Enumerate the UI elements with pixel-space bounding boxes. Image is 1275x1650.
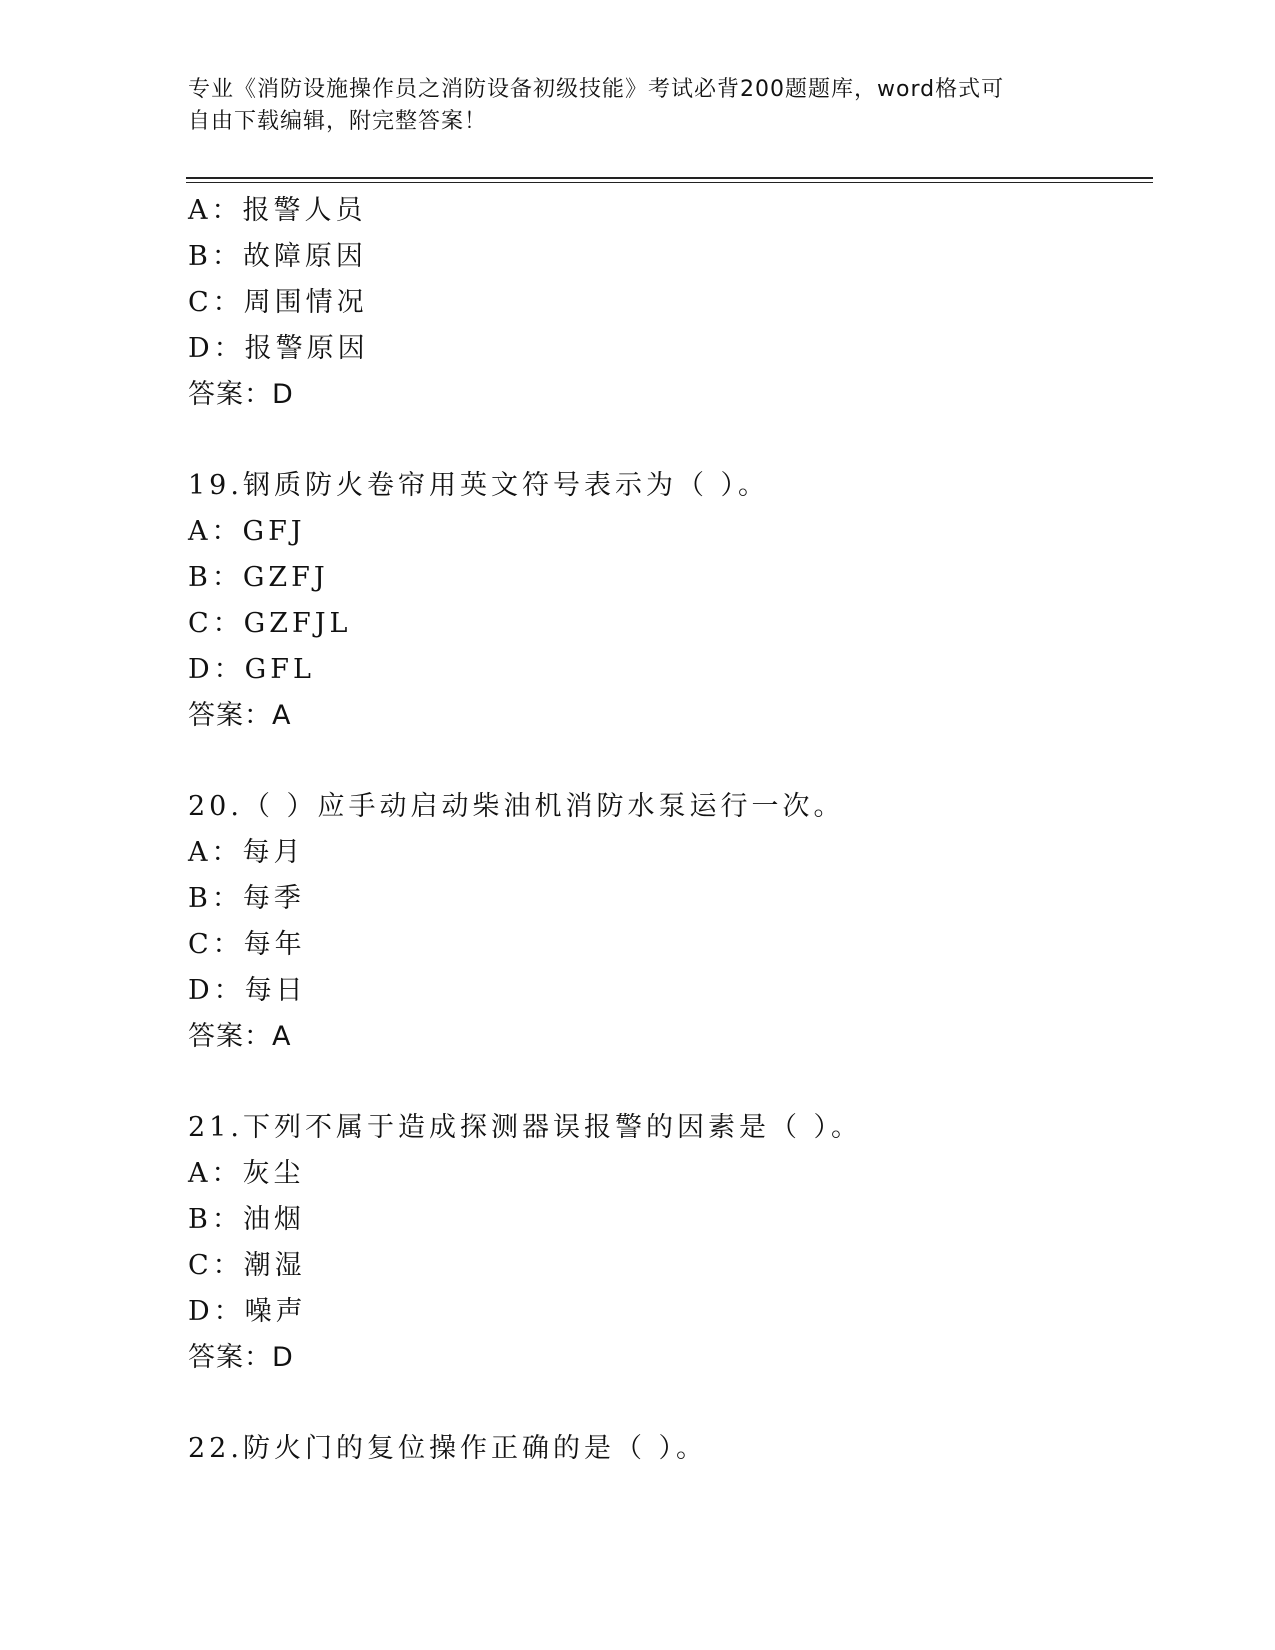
header-line-2: 自由下载编辑，附完整答案！ [188, 109, 488, 134]
question-block-21 [188, 1105, 1148, 1381]
option-c: C：每年 [188, 929, 306, 960]
option-c: C：周围情况 [188, 287, 368, 318]
option-a: A：报警人员 [188, 195, 367, 226]
question-block-20 [188, 784, 1148, 1060]
option-a: A：灰尘 [188, 1158, 305, 1189]
question-gap [188, 1060, 1148, 1105]
document-header [188, 74, 1068, 138]
option-d: D：噪声 [188, 1296, 307, 1327]
option-b: B：每季 [188, 883, 305, 914]
option-c: C：GZFJL [188, 608, 352, 639]
option-b: B：油烟 [188, 1204, 305, 1235]
option-d: D：每日 [188, 975, 307, 1006]
question-stem: 22.防火门的复位操作正确的是（ ）。 [188, 1433, 708, 1464]
header-divider-thin [186, 182, 1153, 183]
answer-line: 答案：A [188, 1021, 292, 1052]
option-d: D：GFL [188, 654, 315, 685]
option-b: B：故障原因 [188, 241, 367, 272]
option-d: D：报警原因 [188, 333, 369, 364]
question-gap [188, 418, 1148, 463]
question-gap [188, 739, 1148, 784]
question-gap [188, 1381, 1148, 1426]
option-a: A：GFJ [188, 516, 306, 547]
answer-line: 答案：D [188, 379, 294, 410]
question-block-22 [188, 1426, 1148, 1472]
header-divider-thick [186, 177, 1153, 179]
question-stem: 19.钢质防火卷帘用英文符号表示为（ ）。 [188, 470, 770, 501]
question-stem: 20.（ ）应手动启动柴油机消防水泵运行一次。 [188, 791, 845, 822]
answer-line: 答案：D [188, 1342, 294, 1373]
question-stem: 21.下列不属于造成探测器误报警的因素是（ ）。 [188, 1112, 863, 1143]
question-block-partial [188, 188, 1148, 418]
option-a: A：每月 [188, 837, 305, 868]
option-b: B：GZFJ [188, 562, 329, 593]
option-c: C：潮湿 [188, 1250, 306, 1281]
header-line-1: 专业《消防设施操作员之消防设备初级技能》考试必背200题题库，word格式可 [188, 77, 1005, 102]
question-block-19 [188, 463, 1148, 739]
question-list [188, 188, 1148, 1472]
answer-line: 答案：A [188, 700, 292, 731]
